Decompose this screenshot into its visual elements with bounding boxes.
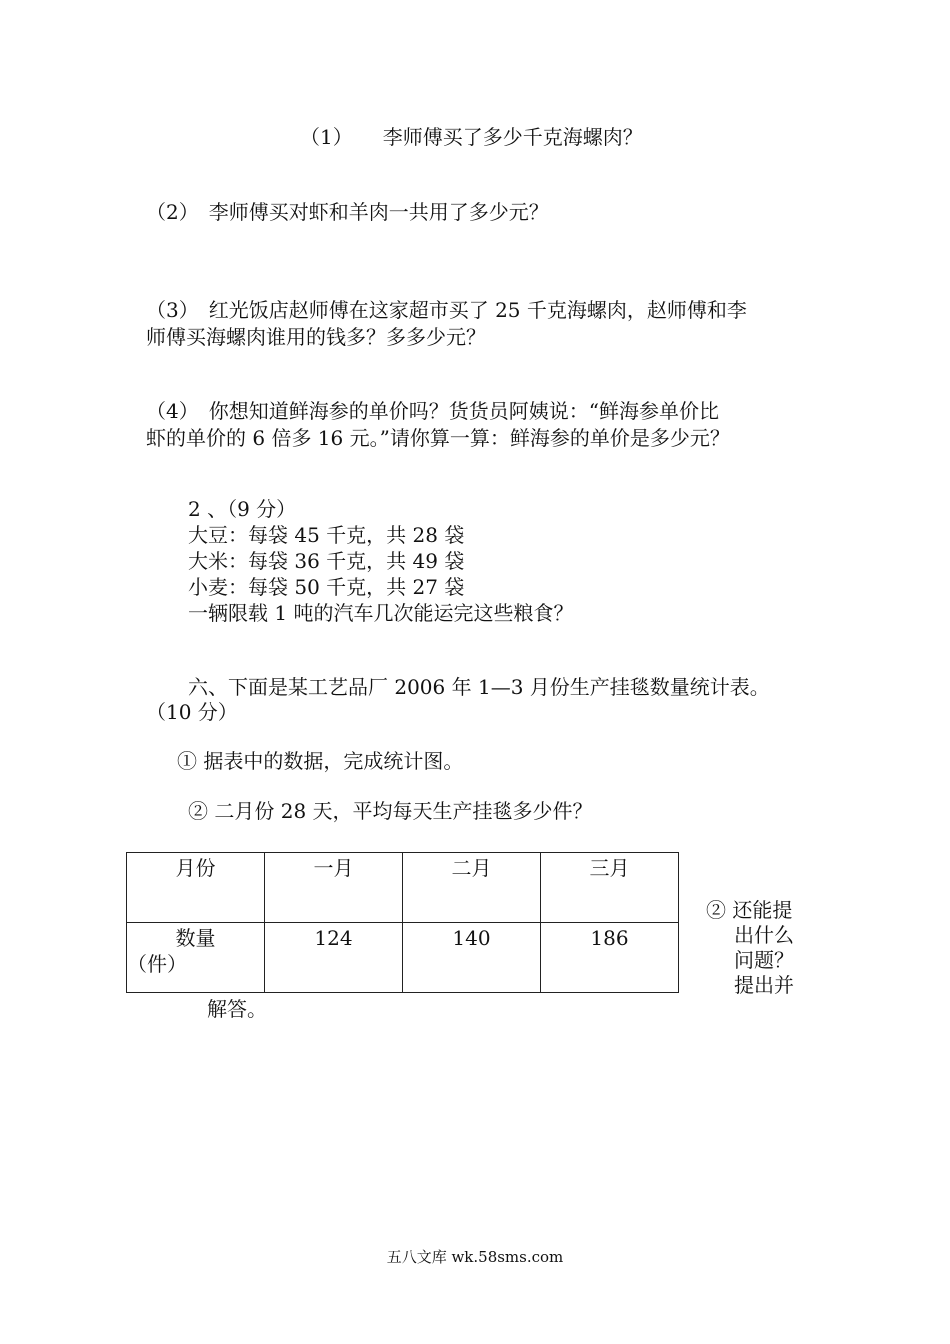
question-2: （2） 李师傅买对虾和羊肉一共用了多少元？: [146, 200, 549, 224]
page-footer: 五八文库 wk.58sms.com: [386, 1248, 564, 1266]
table-cell: 124: [265, 923, 403, 993]
task-3-line: 出什么: [734, 923, 794, 947]
problem-2-line: 小麦：每袋 50 千克，共 27 袋: [188, 575, 465, 599]
table-cell: 140: [403, 923, 541, 993]
section-6-title-line-1: 六、下面是某工艺品厂 2006 年 1—3 月份生产挂毯数量统计表。: [188, 675, 770, 699]
task-3-line: 提出并: [734, 973, 794, 997]
question-4-line-1: （4） 你想知道鲜海参的单价吗？货货员阿姨说：“鲜海参单价比: [146, 399, 719, 423]
table-header-cell: 二月: [403, 853, 541, 923]
section-6-title-line-2: （10 分）: [146, 700, 238, 724]
section-6-task-1: ① 据表中的数据，完成统计图。: [177, 749, 464, 773]
problem-2-header: 2 、（9 分）: [188, 497, 297, 521]
question-3-line-2: 师傅买海螺肉谁用的钱多？多多少元？: [146, 325, 486, 349]
section-6-task-3-tail: 解答。: [207, 997, 267, 1021]
problem-2-line: 大豆：每袋 45 千克，共 28 袋: [188, 523, 465, 547]
question-4-line-2: 虾的单价的 6 倍多 16 元。”请你算一算：鲜海参的单价是多少元？: [146, 426, 730, 450]
table-header-cell: 三月: [541, 853, 679, 923]
task-3-line: 问题？: [734, 948, 794, 972]
table-header-cell: 月份: [127, 853, 265, 923]
problem-2-line: 大米：每袋 36 千克，共 49 袋: [188, 549, 465, 573]
question-3-line-1: （3） 红光饭店赵师傅在这家超市买了 25 千克海螺肉，赵师傅和李: [146, 298, 747, 322]
task-3-line: ② 还能提: [706, 898, 793, 922]
question-1: （1） 李师傅买了多少千克海螺肉？: [300, 125, 643, 149]
table-cell: 186: [541, 923, 679, 993]
table-row-label: 数量 （件）: [127, 923, 265, 993]
production-stats-table: [126, 852, 679, 993]
problem-2-question: 一辆限载 1 吨的汽车几次能运完这些粮食？: [188, 601, 574, 625]
table-header-row: [127, 853, 679, 923]
section-6-task-2: ② 二月份 28 天，平均每天生产挂毯多少件？: [188, 799, 593, 823]
section-6-task-3: [706, 898, 816, 998]
table-row: [127, 923, 679, 993]
table-header-cell: 一月: [265, 853, 403, 923]
